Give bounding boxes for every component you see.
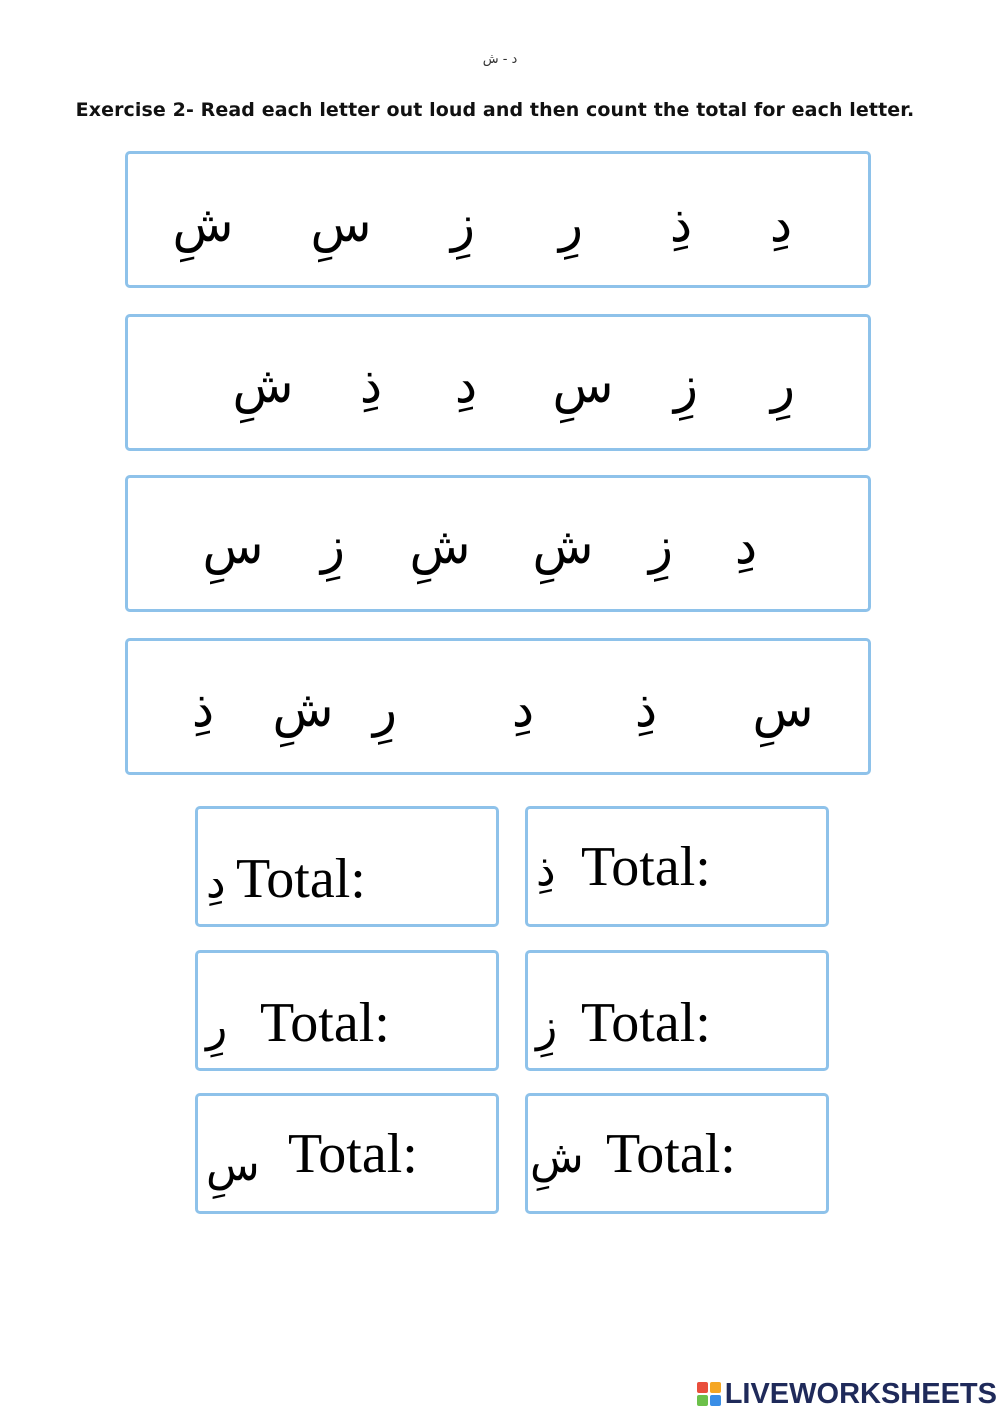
total-box-ra[interactable] [195, 950, 499, 1071]
logo-square-icon [697, 1395, 708, 1406]
logo-mark-icon [697, 1382, 721, 1406]
total-letter: سِ [206, 1140, 260, 1191]
row-letter: سِ [752, 680, 814, 738]
row-letter: شِ [272, 680, 334, 738]
total-box-dal[interactable] [195, 806, 499, 927]
letter-row-1 [125, 151, 871, 288]
row-letter: سِ [310, 195, 372, 253]
row-letter: شِ [232, 356, 294, 414]
row-letter: سِ [552, 356, 614, 414]
total-box-thal[interactable] [525, 806, 829, 927]
row-letter: شِ [532, 517, 594, 575]
total-letter: شِ [530, 1132, 584, 1183]
letter-row-3 [125, 475, 871, 612]
row-letter: دِ [511, 680, 535, 738]
row-letter: ذِ [634, 680, 658, 738]
row-letter: رِ [770, 356, 796, 414]
letter-row-2 [125, 314, 871, 451]
total-box-zay[interactable] [525, 950, 829, 1071]
letter-row-4 [125, 638, 871, 775]
total-label: Total: [288, 1123, 418, 1185]
row-letter: شِ [409, 517, 471, 575]
logo-square-icon [710, 1395, 721, 1406]
row-letter: رِ [372, 680, 398, 738]
instructions-text: Exercise 2- Read each letter out loud and then count the total for each letter. [75, 99, 915, 121]
row-letter: دِ [769, 195, 793, 253]
row-letter: ذِ [191, 680, 215, 738]
total-label: Total: [581, 992, 711, 1054]
row-letter: سِ [202, 517, 264, 575]
liveworksheets-logo[interactable] [697, 1377, 997, 1411]
total-label: Total: [581, 836, 711, 898]
total-letter: ذِ [536, 845, 556, 896]
total-label: Total: [236, 848, 366, 910]
row-letter: زِ [450, 195, 476, 253]
total-label: Total: [606, 1123, 736, 1185]
row-letter: شِ [172, 195, 234, 253]
total-label: Total: [260, 992, 390, 1054]
total-box-seen[interactable] [195, 1093, 499, 1214]
total-box-sheen[interactable] [525, 1093, 829, 1214]
total-letter: زِ [536, 1001, 558, 1052]
row-letter: زِ [320, 517, 346, 575]
total-letter: رِ [206, 1001, 228, 1052]
row-letter: ذِ [669, 195, 693, 253]
row-letter: دِ [734, 517, 758, 575]
row-letter: دِ [454, 356, 478, 414]
logo-square-icon [697, 1382, 708, 1393]
row-letter: زِ [648, 517, 674, 575]
row-letter: ذِ [359, 356, 383, 414]
logo-square-icon [710, 1382, 721, 1393]
row-letter: زِ [673, 356, 699, 414]
header-letters: د - ش [482, 52, 518, 67]
logo-text: LIVEWORKSHEETS [724, 1377, 997, 1410]
total-letter: دِ [206, 857, 226, 908]
row-letter: رِ [558, 195, 584, 253]
